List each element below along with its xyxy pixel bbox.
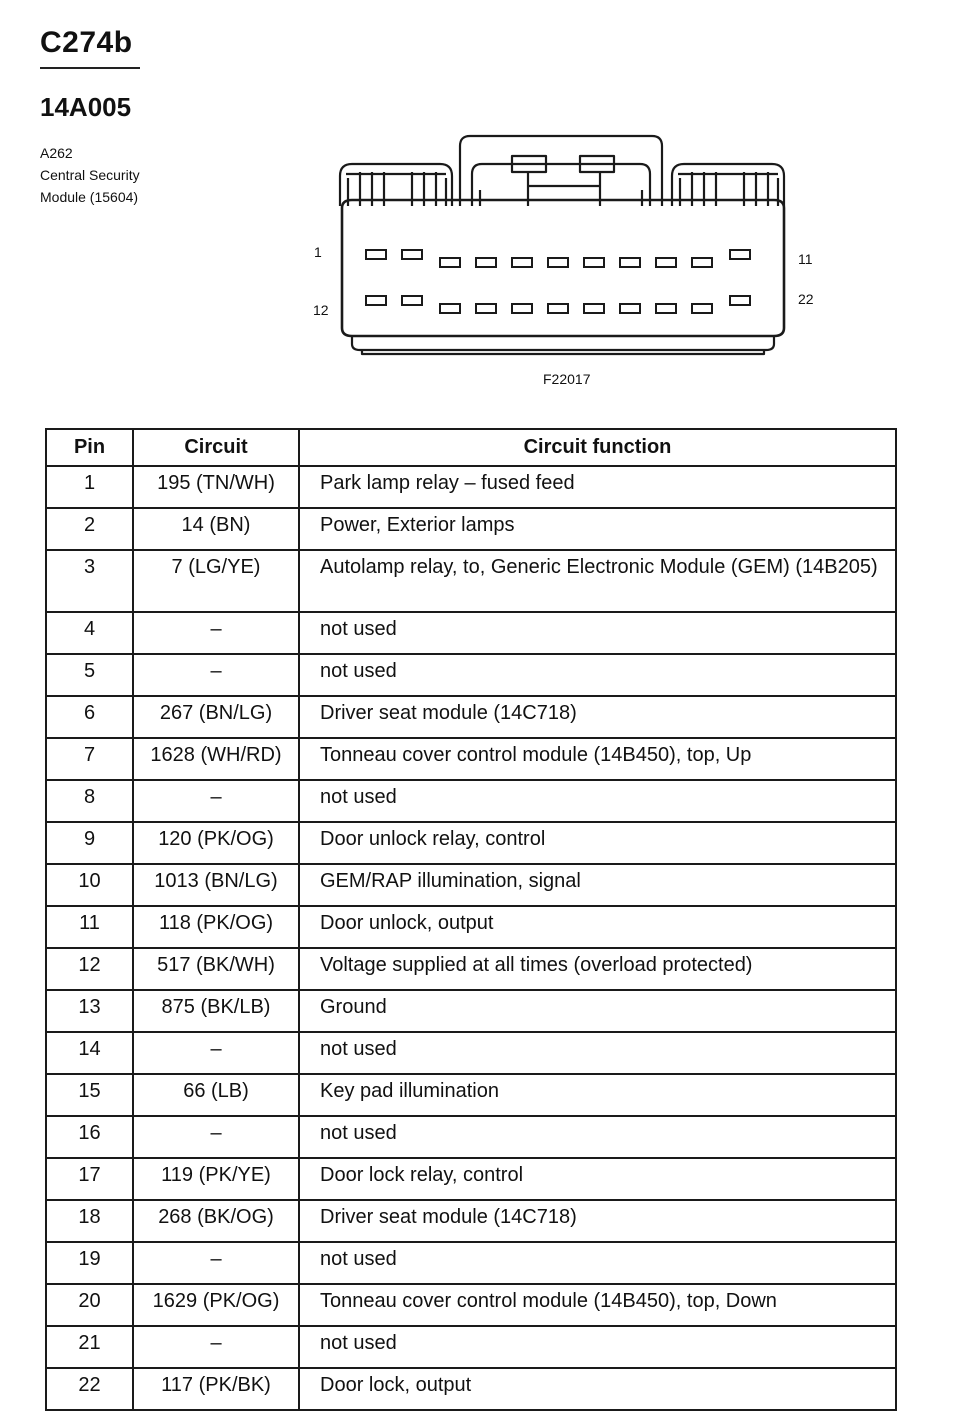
table-row [46, 508, 896, 550]
function-cell: Autolamp relay, to, Generic Electronic Module (GEM) (14B205) [299, 550, 896, 612]
function-cell: not used [299, 1116, 896, 1158]
pin-cell: 7 [46, 738, 133, 780]
pin-label-1: 1 [314, 244, 322, 260]
table-row [46, 1284, 896, 1326]
connector-id-title: C274b [40, 26, 133, 59]
circuit-cell: 1013 (BN/LG) [133, 864, 299, 906]
function-cell: Driver seat module (14C718) [299, 696, 896, 738]
circuit-cell: 117 (PK/BK) [133, 1368, 299, 1410]
table-row [46, 990, 896, 1032]
table-row [46, 696, 896, 738]
title-underline [40, 67, 140, 69]
header-circuit: Circuit [133, 429, 299, 466]
circuit-cell: 118 (PK/OG) [133, 906, 299, 948]
circuit-cell: 195 (TN/WH) [133, 466, 299, 508]
pin-cell: 22 [46, 1368, 133, 1410]
function-cell: Tonneau cover control module (14B450), top, Up [299, 738, 896, 780]
table-row [46, 948, 896, 990]
circuit-cell: 66 (LB) [133, 1074, 299, 1116]
pin-cell: 3 [46, 550, 133, 612]
part-number: 14A005 [40, 92, 132, 122]
pin-label-22: 22 [798, 291, 814, 307]
circuit-cell: 120 (PK/OG) [133, 822, 299, 864]
circuit-cell: – [133, 612, 299, 654]
module-line-2: Central Security [40, 167, 140, 183]
circuit-cell: 1628 (WH/RD) [133, 738, 299, 780]
function-cell: Power, Exterior lamps [299, 508, 896, 550]
function-cell: Voltage supplied at all times (overload protected) [299, 948, 896, 990]
function-cell: Door unlock, output [299, 906, 896, 948]
pin-cell: 8 [46, 780, 133, 822]
pin-cell: 1 [46, 466, 133, 508]
pin-cell: 9 [46, 822, 133, 864]
function-cell: not used [299, 1326, 896, 1368]
pin-cell: 2 [46, 508, 133, 550]
function-cell: Driver seat module (14C718) [299, 1200, 896, 1242]
pin-cell: 20 [46, 1284, 133, 1326]
module-line-1: A262 [40, 145, 73, 161]
function-cell: not used [299, 612, 896, 654]
function-cell: Door lock relay, control [299, 1158, 896, 1200]
table-row [46, 1200, 896, 1242]
pin-cell: 18 [46, 1200, 133, 1242]
circuit-cell: 119 (PK/YE) [133, 1158, 299, 1200]
connector-face-diagram [300, 128, 820, 364]
table-row [46, 1116, 896, 1158]
table-row [46, 1326, 896, 1368]
pin-cell: 10 [46, 864, 133, 906]
table-row [46, 1032, 896, 1074]
circuit-cell: 267 (BN/LG) [133, 696, 299, 738]
function-cell: Tonneau cover control module (14B450), top, Down [299, 1284, 896, 1326]
pin-cell: 16 [46, 1116, 133, 1158]
pin-cell: 15 [46, 1074, 133, 1116]
pin-label-11: 11 [798, 251, 813, 267]
table-row [46, 906, 896, 948]
module-description [40, 142, 140, 208]
circuit-cell: 875 (BK/LB) [133, 990, 299, 1032]
table-row [46, 550, 896, 612]
function-cell: not used [299, 1032, 896, 1074]
table-row [46, 1368, 896, 1410]
function-cell: not used [299, 1242, 896, 1284]
circuit-cell: – [133, 1116, 299, 1158]
table-row [46, 738, 896, 780]
header-pin: Pin [46, 429, 133, 466]
pin-cell: 12 [46, 948, 133, 990]
circuit-cell: – [133, 1326, 299, 1368]
pinout-table-body [46, 466, 896, 1410]
function-cell: Ground [299, 990, 896, 1032]
circuit-cell: – [133, 1032, 299, 1074]
pin-cell: 19 [46, 1242, 133, 1284]
pin-cell: 5 [46, 654, 133, 696]
table-row [46, 1158, 896, 1200]
pin-cell: 11 [46, 906, 133, 948]
pin-cell: 21 [46, 1326, 133, 1368]
pin-cell: 13 [46, 990, 133, 1032]
circuit-cell: 517 (BK/WH) [133, 948, 299, 990]
table-row [46, 654, 896, 696]
table-row [46, 466, 896, 508]
module-line-3: Module (15604) [40, 189, 139, 205]
circuit-cell: 7 (LG/YE) [133, 550, 299, 612]
circuit-cell: – [133, 780, 299, 822]
table-row [46, 1074, 896, 1116]
table-row [46, 780, 896, 822]
function-cell: Door unlock relay, control [299, 822, 896, 864]
function-cell: Door lock, output [299, 1368, 896, 1410]
table-row [46, 864, 896, 906]
pin-label-12: 12 [313, 302, 329, 318]
circuit-cell: – [133, 654, 299, 696]
function-cell: not used [299, 780, 896, 822]
pin-cell: 14 [46, 1032, 133, 1074]
pin-cell: 4 [46, 612, 133, 654]
pin-cell: 6 [46, 696, 133, 738]
pinout-table [45, 428, 897, 1411]
circuit-cell: 14 (BN) [133, 508, 299, 550]
circuit-cell: 1629 (PK/OG) [133, 1284, 299, 1326]
function-cell: GEM/RAP illumination, signal [299, 864, 896, 906]
table-row [46, 1242, 896, 1284]
function-cell: Key pad illumination [299, 1074, 896, 1116]
circuit-cell: – [133, 1242, 299, 1284]
table-header-row [46, 429, 896, 466]
function-cell: Park lamp relay – fused feed [299, 466, 896, 508]
header-circuit-function: Circuit function [299, 429, 896, 466]
function-cell: not used [299, 654, 896, 696]
circuit-cell: 268 (BK/OG) [133, 1200, 299, 1242]
pin-cell: 17 [46, 1158, 133, 1200]
figure-id: F22017 [543, 371, 591, 387]
table-row [46, 612, 896, 654]
table-row [46, 822, 896, 864]
